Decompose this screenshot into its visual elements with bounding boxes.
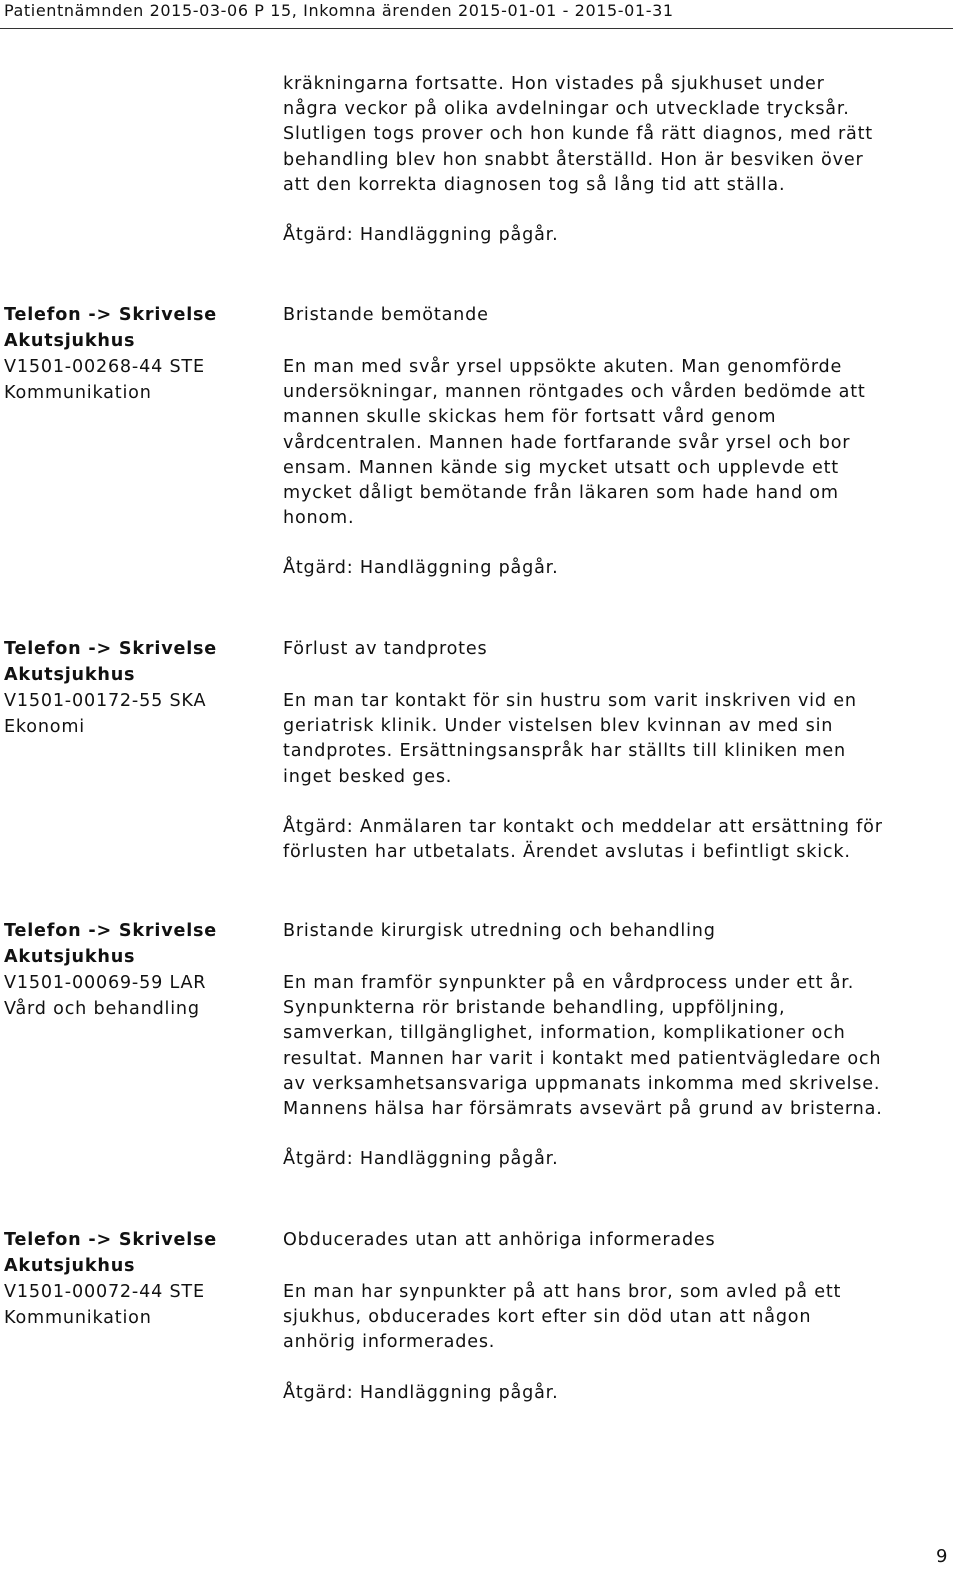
case-unit: Akutsjukhus xyxy=(4,665,136,685)
case-body xyxy=(283,1227,948,1406)
intro-paragraph: kräkningarna fortsatte. Hon vistades på sjukhuset under några veckor på olika avdelningar och utvecklade trycksår. Slutligen togs prover och hon kunde få rätt diagnos, med rätt behandling blev hon snabbt återställd. Hon är besviken över att den korrekta diagnosen tog så lång tid att ställa. xyxy=(283,74,873,195)
case-title: Bristande bemötande xyxy=(283,305,489,325)
case-id: V1501-00172-55 SKA xyxy=(4,691,207,711)
case-description: En man tar kontakt för sin hustru som varit inskriven vid en geriatrisk klinik. Under vistelsen blev kvinnan av med sin tandprotes. Ersättningsanspråk har ställts till kliniken men inget besked ges. xyxy=(283,691,857,787)
case-body xyxy=(283,918,948,1172)
case-id: V1501-00268-44 STE xyxy=(4,357,205,377)
case-body xyxy=(283,302,948,582)
page-number: 9 xyxy=(936,1546,948,1567)
case-description: En man har synpunkter på att hans bror, som avled på ett sjukhus, obducerades kort efter sin död utan att någon anhörig informerades. xyxy=(283,1282,842,1353)
case-title: Obducerades utan att anhöriga informerades xyxy=(283,1230,716,1250)
case-title: Bristande kirurgisk utredning och behandling xyxy=(283,921,716,941)
case-meta xyxy=(4,302,269,406)
case-action: Åtgärd: Handläggning pågår. xyxy=(283,1149,559,1170)
header-text: Patientnämnden 2015-03-06 P 15, Inkomna ärenden 2015-01-01 - 2015-01-31 xyxy=(4,1,674,20)
case-meta xyxy=(4,918,269,1022)
page-header xyxy=(0,0,953,29)
case-unit: Akutsjukhus xyxy=(4,331,136,351)
case-channel: Telefon -> Skrivelse xyxy=(4,639,218,659)
case-channel: Telefon -> Skrivelse xyxy=(4,1230,218,1250)
case-category: Vård och behandling xyxy=(4,999,200,1019)
case-action: Åtgärd: Handläggning pågår. xyxy=(283,1382,559,1403)
case-description: En man framför synpunkter på en vårdprocess under ett år. Synpunkterna rör bristande behandling, uppföljning, samverkan, tillgänglighet, information, komplikationer och resultat. Mannen har varit i kontakt med patientvägledare och av verksamhetsansvariga uppmanats inkomma med skrivelse. Mannens hälsa har försämrats avsevärt på grund av bristerna. xyxy=(283,973,883,1120)
case-action: Åtgärd: Handläggning pågår. xyxy=(283,558,559,579)
case-description: En man med svår yrsel uppsökte akuten. Man genomförde undersökningar, mannen röntgades och vården bedömde att mannen skulle skickas hem för fortsatt vård genom vårdcentralen. Mannen hade fortfarande svår yrsel och bor ensam. Mannen kände sig mycket utsatt och upplevde ett mycket dåligt bemötande från läkaren som hade hand om honom. xyxy=(283,357,866,529)
case-meta xyxy=(4,1227,269,1331)
case-category: Ekonomi xyxy=(4,717,85,737)
case-title: Förlust av tandprotes xyxy=(283,639,488,659)
case-channel: Telefon -> Skrivelse xyxy=(4,921,218,941)
intro-section xyxy=(283,72,943,248)
case-channel: Telefon -> Skrivelse xyxy=(4,305,218,325)
case-unit: Akutsjukhus xyxy=(4,947,136,967)
case-category: Kommunikation xyxy=(4,1308,152,1328)
case-id: V1501-00072-44 STE xyxy=(4,1282,205,1302)
case-id: V1501-00069-59 LAR xyxy=(4,973,207,993)
case-meta xyxy=(4,636,269,740)
case-unit: Akutsjukhus xyxy=(4,1256,136,1276)
intro-action: Åtgärd: Handläggning pågår. xyxy=(283,225,559,246)
case-category: Kommunikation xyxy=(4,383,152,403)
case-action: Åtgärd: Anmälaren tar kontakt och meddelar att ersättning för förlusten har utbetalats. Ärendet avslutas i befintligt skick. xyxy=(283,816,883,863)
case-body xyxy=(283,636,948,865)
